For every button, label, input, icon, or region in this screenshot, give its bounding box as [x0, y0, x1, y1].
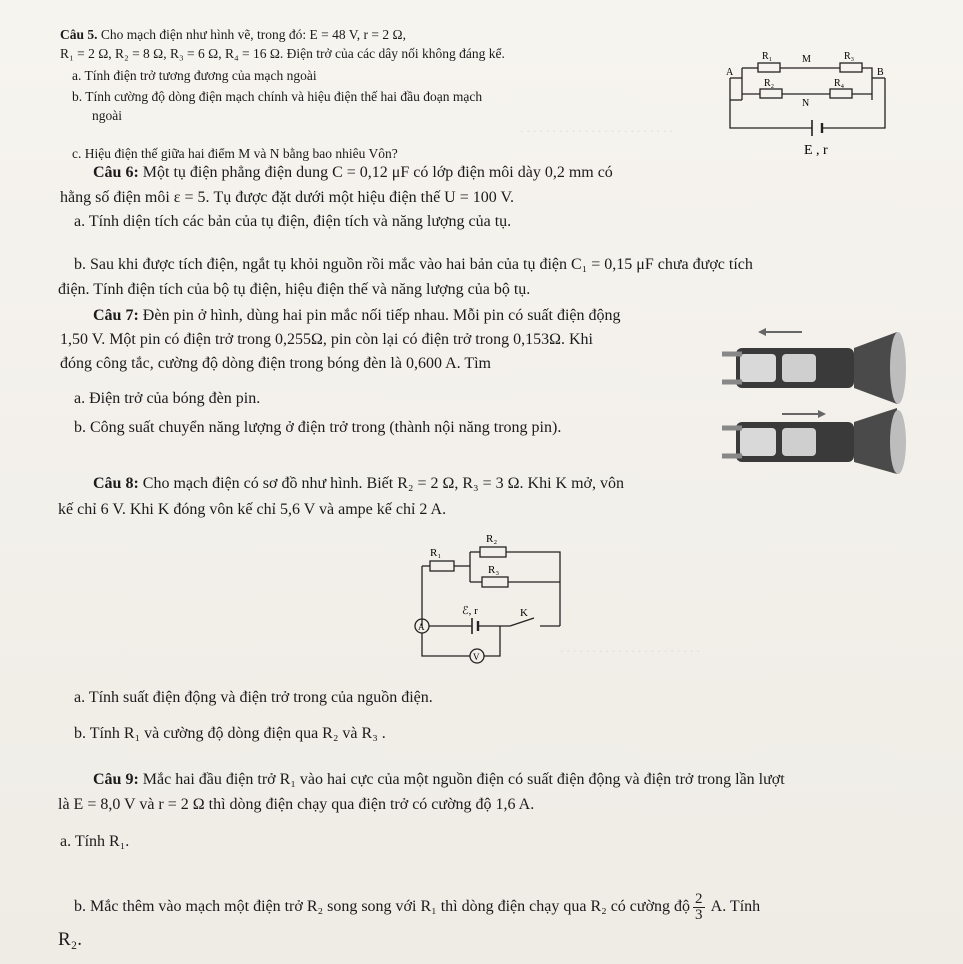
q7-line-2: 1,50 V. Một pin có điện trở trong 0,255Ω, pin còn lại có điện trở trong 0,153Ω. Khi: [60, 331, 593, 348]
r2-label: R₂: [486, 533, 498, 545]
q8-part-b: b. Tính R₁ và cường độ dòng điện qua R₂ và R₃ .: [74, 725, 386, 742]
q9-line-2: là E = 8,0 V và r = 2 Ω thì dòng điện chạy qua điện trở có cường độ 1,6 A.: [58, 796, 535, 813]
q5-line-2: R₁ = 2 Ω, R₂ = 8 Ω, R₃ = 6 Ω, R₄ = 16 Ω. Điện trở của các dây nối không đáng kể.: [60, 46, 505, 61]
fraction: $\frac{2}{3}$: [695, 891, 703, 923]
q7-part-a: a. Điện trở của bóng đèn pin.: [74, 390, 261, 407]
r1-resistor: [430, 561, 454, 571]
q9-line-1: Câu 9: Mắc hai đầu điện trở R₁ vào hai cực của một nguồn điện có suất điện động và điện trở trong lần lượt: [93, 771, 785, 788]
q6-part-b-cont: điện. Tính điện tích của bộ tụ điện, hiệu điện thế và năng lượng của bộ tụ.: [58, 281, 531, 298]
r3-resistor: [482, 577, 508, 587]
b-label: B: [877, 67, 884, 78]
r1-label: R₁: [762, 51, 773, 62]
r2-label: R₂: [764, 78, 775, 89]
q5-circuit-diagram: [720, 48, 895, 160]
q7-line-1: Câu 7: Đèn pin ở hình, dùng hai pin mắc nối tiếp nhau. Mỗi pin có suất điện động: [93, 307, 621, 324]
q7-line-3: đóng công tắc, cường độ dòng điện trong bóng đèn là 0,600 A. Tìm: [60, 355, 491, 372]
bleed-through-text: . . . . . . . . . . . . . . . . . . . . . . . .: [520, 120, 673, 135]
voltmeter-label: V: [473, 652, 480, 662]
q8-line-1: Câu 8: Cho mạch điện có sơ đồ như hình. Biết R₂ = 2 Ω, R₃ = 3 Ω. Khi K mở, vôn: [93, 475, 625, 492]
q6-part-a: a. Tính diện tích các bản của tụ điện, điện tích và năng lượng của tụ.: [74, 213, 512, 230]
source-label: E , r: [804, 143, 828, 158]
q5-part-a: a. Tính điện trở tương đương của mạch ngoài: [72, 68, 317, 83]
q9-part-b: b. Mắc thêm vào mạch một điện trở R₂ song song với R₁ thì dòng điện chạy qua R₂ có cường độ $\frac{2}{3}$ A. Tính: [74, 891, 761, 923]
flashlight-illustration: [722, 318, 920, 474]
q5-part-c: c. Hiệu điện thế giữa hai điểm M và N bằng bao nhiêu Vôn?: [72, 146, 398, 161]
source-label: ℰ, r: [462, 605, 478, 617]
q5-line-1: Câu 5. Cho mạch điện như hình vẽ, trong đó: E = 48 V, r = 2 Ω,: [60, 27, 406, 42]
q6-line-1: Câu 6: Một tụ điện phẳng điện dung C = 0,12 μF có lớp điện môi dày 0,2 mm có: [93, 164, 613, 181]
r2-resistor: [480, 547, 506, 557]
q5-part-b: b. Tính cường độ dòng điện mạch chính và hiệu điện thế hai đầu đoạn mạch: [72, 89, 483, 104]
q7-part-b: b. Công suất chuyển năng lượng ở điện trở trong (thành nội năng trong pin).: [74, 419, 562, 436]
r2-resistor: [760, 89, 782, 98]
q9-part-b-cont: R₂.: [58, 929, 83, 950]
q5-part-b-cont: ngoài: [92, 108, 122, 123]
r3-label: R₃: [844, 51, 855, 62]
r4-label: R₄: [834, 78, 845, 89]
q8-part-a: a. Tính suất điện động và điện trở trong của nguồn điện.: [74, 689, 433, 706]
q8-circuit-diagram: [400, 526, 580, 672]
m-label: M: [802, 54, 811, 65]
r1-label: R₁: [430, 547, 442, 559]
a-label: A: [726, 67, 734, 78]
ammeter-label: A: [418, 622, 425, 632]
q6-line-2: hằng số điện môi ε = 5. Tụ được đặt dưới một hiệu điện thế U = 100 V.: [60, 189, 514, 206]
r3-resistor: [840, 63, 862, 72]
r1-resistor: [758, 63, 780, 72]
q9-part-a: a. Tính R₁.: [60, 833, 130, 850]
q6-part-b: b. Sau khi được tích điện, ngắt tụ khỏi nguồn rồi mắc vào hai bản của tụ điện C₁ = 0,15 μF chưa được tích: [74, 256, 753, 273]
r4-resistor: [830, 89, 852, 98]
n-label: N: [802, 98, 810, 109]
switch-label: K: [520, 607, 528, 619]
r3-label: R₃: [488, 564, 500, 576]
q8-line-2: kế chỉ 6 V. Khi K đóng vôn kế chỉ 5,6 V và ampe kế chỉ 2 A.: [58, 501, 447, 518]
bleed-through-text: . . . . . . . . . . . . . . . . . . . . . .: [560, 640, 700, 655]
